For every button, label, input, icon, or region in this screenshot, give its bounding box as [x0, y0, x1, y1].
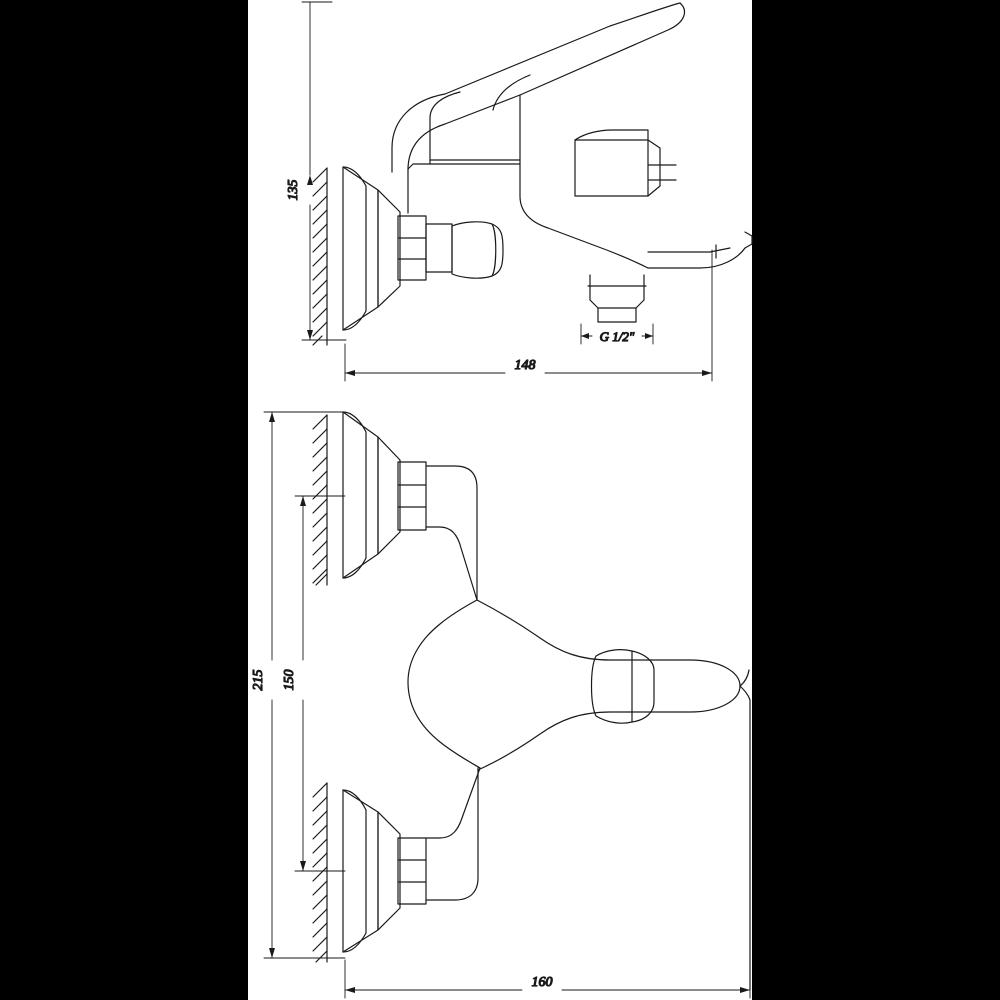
wall-line-front-lower: [313, 783, 327, 962]
diverter-outlet-top: [588, 275, 646, 322]
wall-flange-front-lower: [343, 790, 426, 952]
wall-line-top: [313, 168, 327, 345]
dim-150-label: 150: [282, 669, 297, 691]
spout-top: [520, 130, 752, 268]
dim-g12-label: G 1/2": [599, 329, 635, 344]
dim-148-label: 148: [514, 358, 536, 373]
dim-150: [295, 496, 345, 871]
valve-handle-top: [452, 222, 503, 278]
dim-215: [264, 412, 345, 958]
dim-215-label: 215: [251, 669, 266, 691]
wall-line-front-upper: [313, 415, 327, 585]
wall-flange-top: [343, 167, 400, 330]
mixer-body-front: [408, 466, 750, 990]
mixer-body-top: [392, 3, 684, 213]
dim-135-label: 135: [286, 179, 301, 201]
dim-160-label: 160: [531, 975, 553, 990]
inlet-connector-top: [398, 216, 452, 280]
wall-flange-front-upper: [343, 412, 426, 578]
